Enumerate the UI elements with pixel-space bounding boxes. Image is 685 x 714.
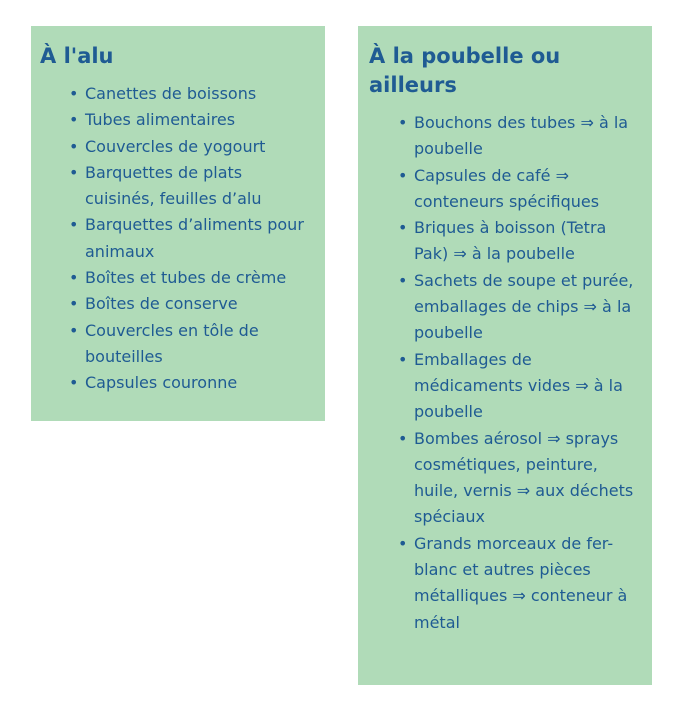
bullet-icon: • xyxy=(69,294,79,314)
list-item: • Grands morceaux de fer-blanc et autres pièces métalliques ⇒ conteneur à métal xyxy=(414,531,642,636)
list-item: • Briques à boisson (Tetra Pak) ⇒ à la poubelle xyxy=(414,215,642,268)
bullet-icon: • xyxy=(398,428,408,448)
other-disposal-panel-title: À la poubelle ou ailleurs xyxy=(369,44,561,97)
list-item: • Barquettes de plats cuisinés, feuilles d’alu xyxy=(85,160,315,213)
bullet-icon: • xyxy=(69,373,79,393)
list-item: • Sachets de soupe et purée, emballages de chips ⇒ à la poubelle xyxy=(414,268,642,347)
bullet-icon: • xyxy=(69,268,79,288)
list-item: • Bouchons des tubes ⇒ à la poubelle xyxy=(414,110,642,163)
aluminium-panel-title: À l'alu xyxy=(40,44,114,68)
bullet-icon: • xyxy=(69,136,79,156)
bullet-icon: • xyxy=(398,113,408,132)
list-item: • Couvercles de yogourt xyxy=(85,134,315,160)
bullet-icon: • xyxy=(398,349,408,369)
bullet-icon: • xyxy=(398,533,408,553)
list-item: • Bombes aérosol ⇒ sprays cosmétiques, peinture, huile, vernis ⇒ aux déchets spéciaux xyxy=(414,426,642,531)
bullet-icon: • xyxy=(69,320,79,340)
list-item: • Emballages de médicaments vides ⇒ à la poubelle xyxy=(414,347,642,426)
list-item: • Capsules de café ⇒ conteneurs spécifiques xyxy=(414,163,642,216)
other-disposal-panel xyxy=(358,26,652,685)
list-item: • Tubes alimentaires xyxy=(85,107,315,133)
list-item: • Couvercles en tôle de bouteilles xyxy=(85,318,315,371)
aluminium-items-list xyxy=(40,81,315,397)
aluminium-panel xyxy=(31,26,325,421)
bullet-icon: • xyxy=(69,215,79,235)
other-disposal-items-list xyxy=(369,110,642,636)
bullet-icon: • xyxy=(398,218,408,238)
list-item: • Boîtes de conserve xyxy=(85,291,315,317)
bullet-icon: • xyxy=(398,270,408,290)
list-item: • Capsules couronne xyxy=(85,370,315,396)
list-item: • Boîtes et tubes de crème xyxy=(85,265,315,291)
bullet-icon: • xyxy=(69,162,79,182)
list-item: • Canettes de boissons xyxy=(85,81,315,107)
bullet-icon: • xyxy=(398,165,408,185)
list-item: • Barquettes d’aliments pour animaux xyxy=(85,212,315,265)
bullet-icon: • xyxy=(69,84,79,103)
bullet-icon: • xyxy=(69,110,79,130)
